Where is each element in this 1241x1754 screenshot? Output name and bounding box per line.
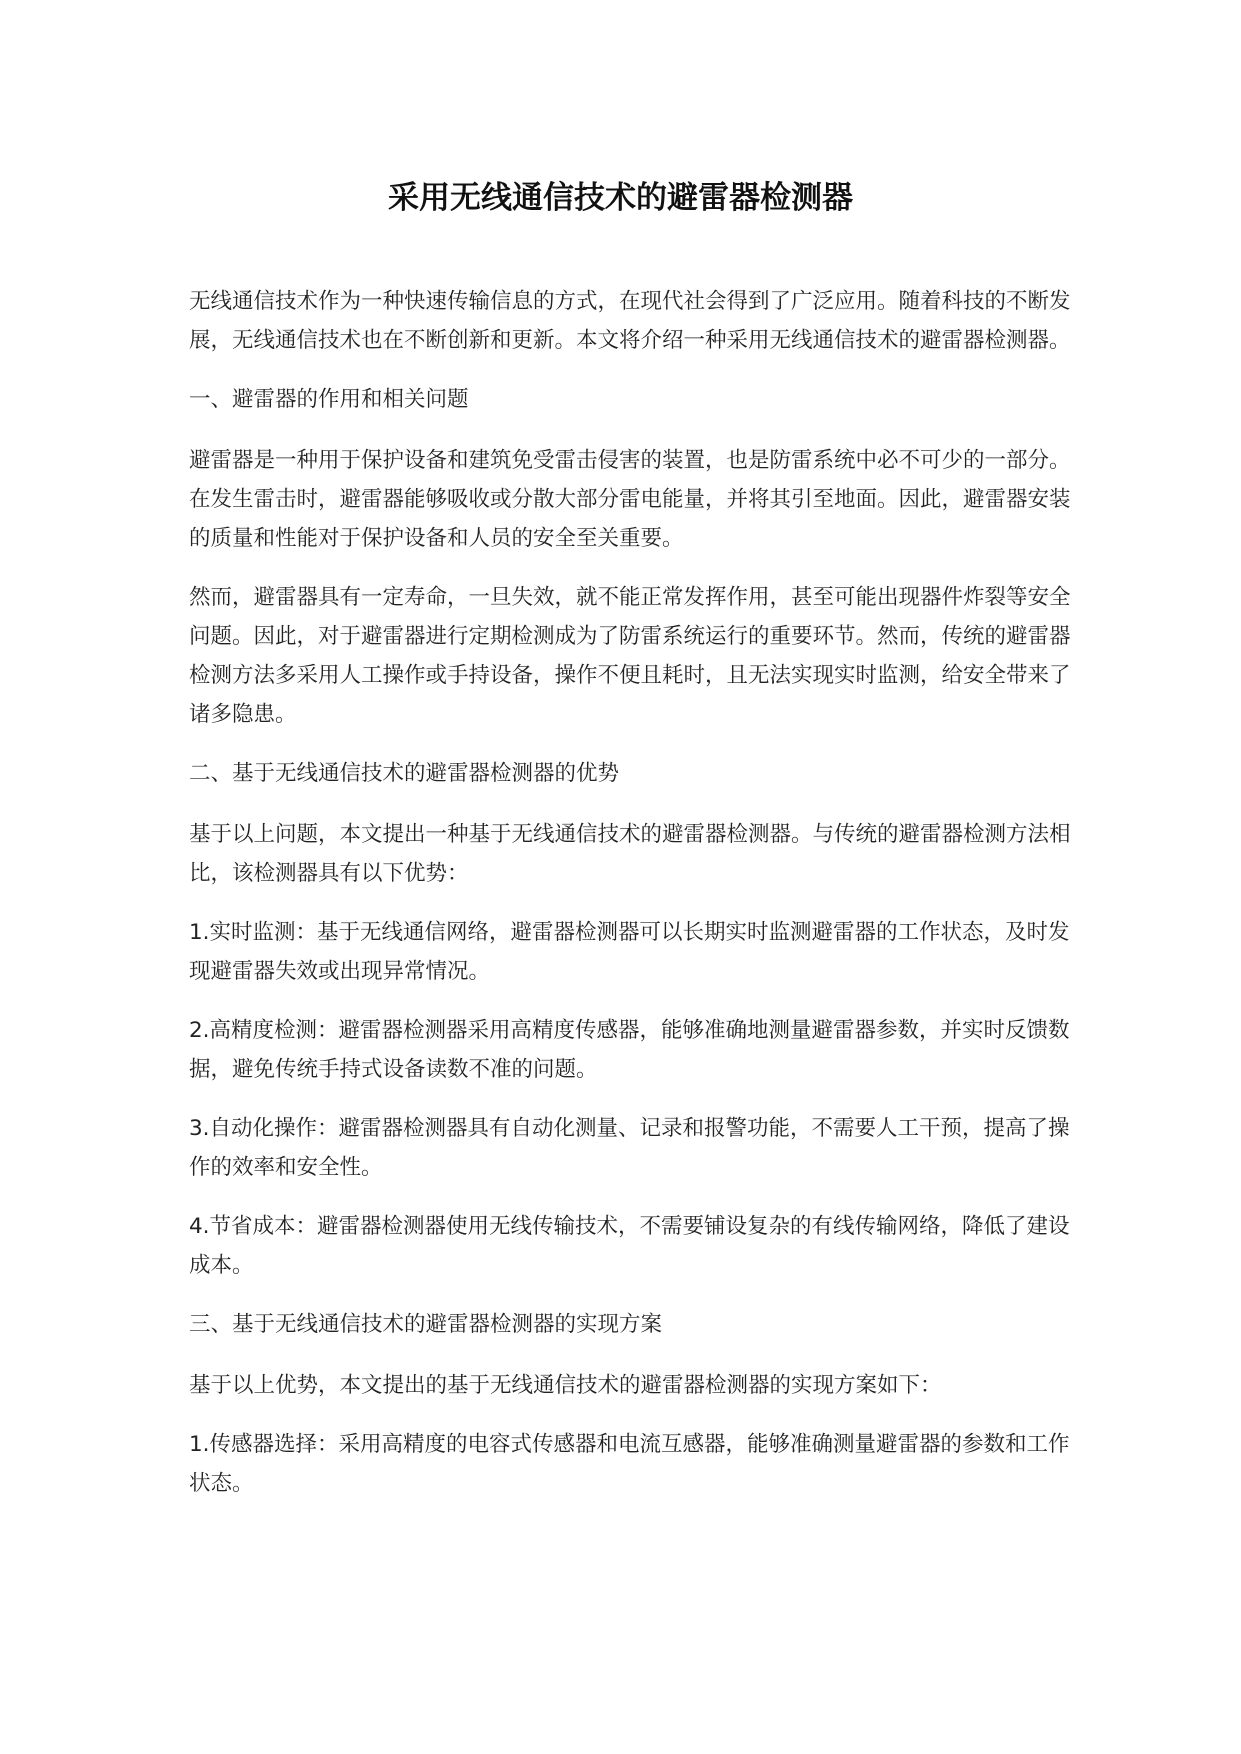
document-title: 采用无线通信技术的避雷器检测器 [388, 180, 853, 216]
advantage-item-3: 3.自动化操作：避雷器检测器具有自动化测量、记录和报警功能，不需要人工干预，提高了操作的效率和安全性。 [189, 1116, 1070, 1180]
section-1-paragraph-1: 避雷器是一种用于保护设备和建筑免受雷击侵害的装置，也是防雷系统中必不可少的一部分。在发生雷击时，避雷器能够吸收或分散大部分雷电能量，并将其引至地面。因此，避雷器安装的质量和性能对于保护设备和人员的安全至关重要。 [189, 448, 1071, 551]
section-1-paragraph-2: 然而，避雷器具有一定寿命，一旦失效，就不能正常发挥作用，甚至可能出现器件炸裂等安全问题。因此，对于避雷器进行定期检测成为了防雷系统运行的重要环节。然而，传统的避雷器检测方法多采用人工操作或手持设备，操作不便且耗时，且无法实现实时监测，给安全带来了诸多隐患。 [189, 585, 1071, 727]
advantage-item-2: 2.高精度检测：避雷器检测器采用高精度传感器，能够准确地测量避雷器参数，并实时反馈数据，避免传统手持式设备读数不准的问题。 [189, 1018, 1070, 1082]
section-heading-2: 二、基于无线通信技术的避雷器检测器的优势 [189, 761, 620, 786]
intro-paragraph: 无线通信技术作为一种快速传输信息的方式，在现代社会得到了广泛应用。随着科技的不断发展，无线通信技术也在不断创新和更新。本文将介绍一种采用无线通信技术的避雷器检测器。 [189, 289, 1071, 353]
document-body [189, 282, 1089, 1523]
section-heading-1: 一、避雷器的作用和相关问题 [189, 387, 469, 412]
advantage-item-1: 1.实时监测：基于无线通信网络，避雷器检测器可以长期实时监测避雷器的工作状态，及时发现避雷器失效或出现异常情况。 [189, 920, 1070, 984]
section-2-paragraph-1: 基于以上问题，本文提出一种基于无线通信技术的避雷器检测器。与传统的避雷器检测方法相比，该检测器具有以下优势： [189, 822, 1071, 886]
implementation-item-1: 1.传感器选择：采用高精度的电容式传感器和电流互感器，能够准确测量避雷器的参数和工作状态。 [189, 1432, 1070, 1496]
section-3-paragraph-1: 基于以上优势，本文提出的基于无线通信技术的避雷器检测器的实现方案如下： [189, 1373, 942, 1398]
section-heading-3: 三、基于无线通信技术的避雷器检测器的实现方案 [189, 1312, 663, 1337]
advantage-item-4: 4.节省成本：避雷器检测器使用无线传输技术，不需要铺设复杂的有线传输网络，降低了建设成本。 [189, 1214, 1070, 1278]
